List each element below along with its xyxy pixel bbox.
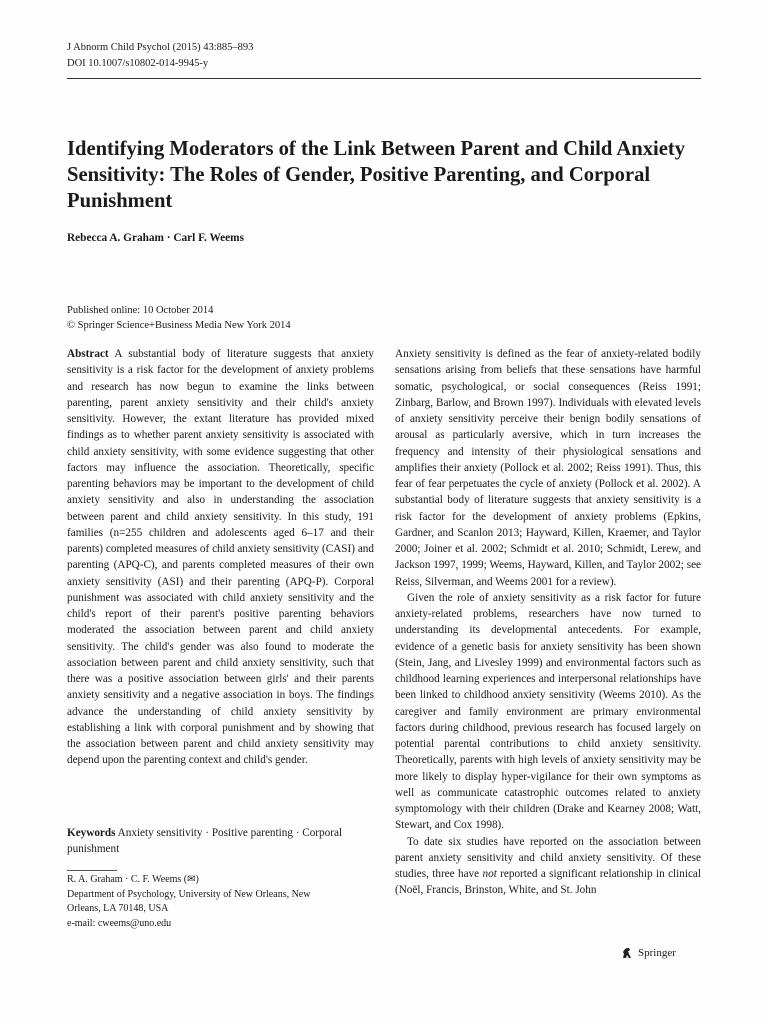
correspondence-names: R. A. Graham · C. F. Weems (✉) bbox=[67, 874, 199, 885]
journal-citation: J Abnorm Child Psychol (2015) 43:885–893 bbox=[67, 42, 254, 53]
correspondence-address-2: Orleans, LA 70148, USA bbox=[67, 903, 169, 914]
springer-horse-icon bbox=[620, 946, 634, 960]
publisher-logo bbox=[620, 946, 676, 960]
article-title: Identifying Moderators of the Link Between Parent and Child Anxiety Sensitivity: The Roles of Gender, Positive Parenting, and Corporal Punishment bbox=[67, 138, 686, 212]
doi[interactable]: DOI 10.1007/s10802-014-9945-y bbox=[67, 58, 209, 69]
keywords-heading: Keywords bbox=[67, 827, 116, 839]
abstract-heading: Abstract bbox=[67, 348, 109, 360]
journal-header bbox=[67, 40, 253, 72]
correspondence-email[interactable]: e-mail: cweems@uno.edu bbox=[67, 917, 172, 929]
abstract bbox=[67, 346, 374, 769]
keywords-text: Anxiety sensitivity · Positive parenting · Corporal punishment bbox=[67, 827, 343, 856]
body-paragraph-1: Anxiety sensitivity is defined as the fear of anxiety-related bodily sensations arising from beliefs that these sensations have harmful somatic, psychological, or social consequences (Reiss 1991; Zinbarg, Barlow, and Brown 1997). Individuals with elevated levels of anxiety sensitivity perceive their benign bodily sensations of arousal as particularly aversive, which in turn increases the frequency and intensity of their physiological sensations and amplifies their anxiety (Pollock et al. 2002; Reiss 1991). Thus, this fear of fear perpetuates the cycle of anxiety (Pollock et al. 2002). A substantial body of literature suggests that anxiety sensitivity is a risk factor for the development of anxiety problems (Epkins, Gardner, and Scanlon 2013; Hayward, Killen, Kraemer, and Taylor 2000; Joiner et al. 2002; Schmidt et al. 2010; Schmidt, Lerew, and Jackson 1997, 1999; Weems, Hayward, Killen, and Taylor 2002; see Reiss, Silverman, and Weems 2001 for a review). bbox=[395, 348, 701, 588]
published-date: Published online: 10 October 2014 bbox=[67, 305, 214, 316]
keywords bbox=[67, 825, 374, 858]
abstract-column bbox=[67, 346, 374, 769]
header-rule bbox=[67, 78, 701, 79]
body-paragraph-3-end: reported a significant relationship in clinical (Noël, Francis, Brinston, White, and St. John bbox=[395, 868, 701, 897]
abstract-text: A substantial body of literature suggests that anxiety sensitivity is a risk factor for the development of anxiety problems and research has now begun to examine the links between parenting, parent anxiety sensitivity and their child's anxiety sensitivity. However, the extant literature has provided mixed findings as to whether parent anxiety sensitivity is associated with child anxiety sensitivity, with some evidence suggesting that other factors may influence the association. Theoretically, specific parenting behaviors may be important to the development of child anxiety sensitivity and also in understanding the association between parent and child anxiety sensitivity. In this study, 191 families (n=255 children and adolescents aged 6–17 and their parents) completed measures of child anxiety sensitivity (CASI) and parenting (APQ-C), and parents completed measures of their own anxiety sensitivity (ASI) and their parenting (APQ-P). Corporal punishment was associated with child anxiety sensitivity and the child's report of their parent's positive parenting behaviors moderated the association between parent and child anxiety sensitivity. The child's gender was also found to moderate the association between parent and child anxiety sensitivity, such that there was a positive association between girls' and their parents anxiety sensitivity and a negative association in boys. The findings advance the understanding of child anxiety sensitivity by establishing a link with corporal punishment and by showing that the association between parent and child anxiety sensitivity may depend upon the parenting context and child's gender. bbox=[67, 348, 374, 767]
body-paragraph-3 bbox=[395, 834, 701, 899]
publisher-name: Springer bbox=[638, 947, 676, 959]
body-paragraph-3-start: To date six studies have reported on the association between parent anxiety sensitivity and child anxiety sensitivity. Of these studies, three have bbox=[395, 835, 701, 880]
copyright: © Springer Science+Business Media New York 2014 bbox=[67, 320, 291, 331]
authors: Rebecca A. Graham · Carl F. Weems bbox=[67, 232, 244, 244]
correspondence bbox=[67, 873, 377, 931]
correspondence-address-1: Department of Psychology, University of New Orleans, New bbox=[67, 888, 311, 900]
emphasis-not: not bbox=[482, 868, 497, 880]
publication-info bbox=[67, 303, 291, 333]
footnote-rule bbox=[67, 870, 117, 871]
body-paragraph-2: Given the role of anxiety sensitivity as a risk factor for future anxiety-related problems, researchers have now turned to understanding its developmental antecedents. For example, evidence of a genetic basis for anxiety sensitivity has been shown (Stein, Jang, and Livesley 1999) and environmental factors such as childhood learning experiences and interpersonal relationships have been linked to childhood anxiety sensitivity (Weems 2010). As the caregiver and family environment are primary environmental factors during childhood, previous research has focused largely on potential parental contributions to child anxiety sensitivity. Theoretically, parents with high levels of anxiety sensitivity may be more likely to display hyper-vigilance for their own symptoms as well as communicate catastrophic outcomes related to anxiety symptomology with their children (Drake and Kearney 2008; Watt, Stewart, and Cox 1998). bbox=[395, 591, 701, 832]
body-column bbox=[395, 346, 701, 899]
